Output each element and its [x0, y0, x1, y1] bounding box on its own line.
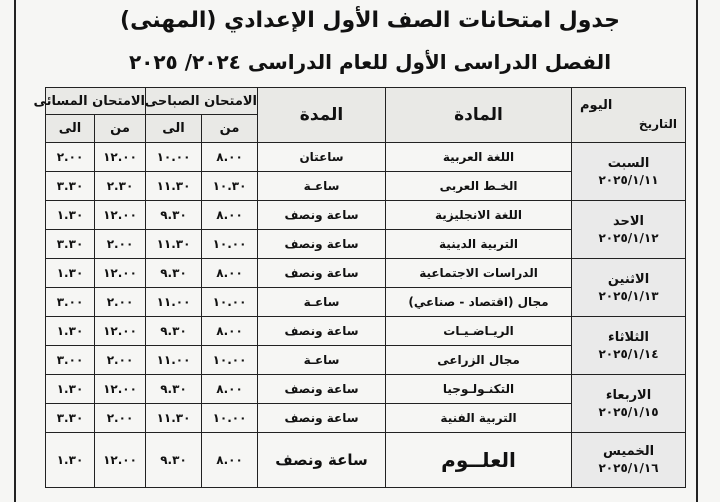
evening-to-cell: ٣.٣٠: [46, 172, 95, 201]
morning-to-cell: ٩.٣٠: [146, 201, 202, 230]
duration-column-header: المدة: [258, 88, 386, 143]
evening-from-cell: ٢.٠٠: [95, 288, 146, 317]
evening-to-cell: ٣.٠٠: [46, 288, 95, 317]
table-row: [46, 375, 686, 404]
day-cell: [572, 259, 686, 317]
subject-cell: الريـاضـيـات: [386, 317, 572, 346]
day-cell: [572, 375, 686, 433]
day-cell: [572, 201, 686, 259]
date-column-header: التاريخ: [638, 117, 678, 131]
subject-cell: اللغة الانجليزية: [386, 201, 572, 230]
day-date: ٢٠٢٥/١/١٤: [598, 346, 659, 361]
evening-to-cell: ١.٣٠: [46, 317, 95, 346]
morning-exam-header: الامتحان الصباحى: [146, 88, 258, 115]
duration-cell: ساعتان: [258, 143, 386, 172]
evening-to-cell: ٣.٣٠: [46, 230, 95, 259]
duration-cell: ساعـة: [258, 288, 386, 317]
morning-to-cell: ١١.٣٠: [146, 404, 202, 433]
morning-to-cell: ١١.٣٠: [146, 230, 202, 259]
evening-from-header: من: [95, 115, 146, 143]
exam-schedule-table: [33, 87, 686, 488]
table-row: [46, 201, 686, 230]
day-name: الاربعاء: [605, 387, 652, 403]
day-date: ٢٠٢٥/١/١١: [598, 172, 659, 187]
evening-to-cell: ٣.٠٠: [46, 346, 95, 375]
evening-from-cell: ١٢.٠٠: [95, 375, 146, 404]
morning-from-cell: ٨.٠٠: [202, 259, 258, 288]
day-name: الثلاثاء: [608, 329, 649, 345]
morning-to-cell: ١٠.٠٠: [146, 143, 202, 172]
evening-from-cell: ١٢.٠٠: [95, 143, 146, 172]
duration-cell: ساعة ونصف: [258, 404, 386, 433]
duration-cell: ساعة ونصف: [258, 317, 386, 346]
duration-cell: ساعة ونصف: [258, 375, 386, 404]
page-subtitle: الفصل الدراسى الأول للعام الدراسى ٢٠٢٤/ ٢٠٢٥: [128, 50, 612, 74]
subject-cell: مجال (اقتصاد - صناعي): [386, 288, 572, 317]
subject-cell: الخـط العربى: [386, 172, 572, 201]
table-row: [46, 143, 686, 172]
day-cell: [572, 433, 686, 488]
day-date: ٢٠٢٥/١/١٦: [598, 461, 659, 475]
evening-from-cell: ١٢.٠٠: [95, 317, 146, 346]
morning-from-cell: ١٠.٠٠: [202, 346, 258, 375]
morning-to-cell: ٩.٣٠: [146, 317, 202, 346]
day-date: ٢٠٢٥/١/١٥: [598, 404, 659, 419]
duration-cell: ساعة ونصف: [258, 230, 386, 259]
morning-from-cell: ١٠.٠٠: [202, 288, 258, 317]
page-border-left: [14, 0, 16, 502]
day-name: السبت: [607, 155, 650, 171]
evening-to-cell: ٣.٣٠: [46, 404, 95, 433]
duration-cell: ساعة ونصف: [258, 433, 386, 488]
subject-cell: التكنـولـوجيا: [386, 375, 572, 404]
morning-from-cell: ٨.٠٠: [202, 375, 258, 404]
day-name: الاحد: [613, 213, 645, 229]
duration-cell: ساعـة: [258, 346, 386, 375]
evening-from-cell: ١٢.٠٠: [95, 433, 146, 488]
evening-to-cell: ١.٣٠: [46, 375, 95, 404]
day-name: الاثنين: [607, 271, 650, 287]
table-row: [46, 259, 686, 288]
subject-cell: التربية الفنية: [386, 404, 572, 433]
morning-from-cell: ٨.٠٠: [202, 143, 258, 172]
day-name: الخميس: [602, 444, 655, 459]
evening-from-cell: ١٢.٠٠: [95, 259, 146, 288]
table-row: [46, 433, 686, 488]
evening-to-header: الى: [46, 115, 95, 143]
morning-to-cell: ٩.٣٠: [146, 259, 202, 288]
subject-column-header: المادة: [386, 88, 572, 143]
evening-from-cell: ١٢.٠٠: [95, 201, 146, 230]
day-cell: [572, 317, 686, 375]
morning-from-cell: ٨.٠٠: [202, 201, 258, 230]
subject-cell: التربية الدينية: [386, 230, 572, 259]
subject-cell: اللغة العربية: [386, 143, 572, 172]
morning-to-cell: ١١.٠٠: [146, 288, 202, 317]
evening-to-cell: ١.٣٠: [46, 201, 95, 230]
morning-to-cell: ١١.٠٠: [146, 346, 202, 375]
evening-to-cell: ١.٣٠: [46, 259, 95, 288]
morning-from-cell: ٨.٠٠: [202, 317, 258, 346]
evening-from-cell: ٢.٣٠: [95, 172, 146, 201]
duration-cell: ساعة ونصف: [258, 201, 386, 230]
day-cell: [572, 143, 686, 201]
morning-to-cell: ١١.٣٠: [146, 172, 202, 201]
evening-from-cell: ٢.٠٠: [95, 230, 146, 259]
morning-to-header: الى: [146, 115, 202, 143]
evening-to-cell: ٢.٠٠: [46, 143, 95, 172]
duration-cell: ساعة ونصف: [258, 259, 386, 288]
duration-cell: ساعـة: [258, 172, 386, 201]
day-column-header: اليوم: [580, 98, 613, 113]
evening-to-cell: ١.٣٠: [46, 433, 95, 488]
morning-from-header: من: [202, 115, 258, 143]
day-date: ٢٠٢٥/١/١٣: [598, 288, 659, 303]
table-row: [46, 317, 686, 346]
page-border-right: [696, 0, 698, 502]
evening-from-cell: ٢.٠٠: [95, 346, 146, 375]
day-date: ٢٠٢٥/١/١٢: [598, 230, 659, 245]
subject-cell: الدراسات الاجتماعية: [386, 259, 572, 288]
morning-from-cell: ١٠.٣٠: [202, 172, 258, 201]
evening-from-cell: ٢.٠٠: [95, 404, 146, 433]
evening-exam-header: الامتحان المسائى: [46, 88, 146, 115]
morning-from-cell: ١٠.٠٠: [202, 230, 258, 259]
morning-from-cell: ٨.٠٠: [202, 433, 258, 488]
subject-cell: العلــوم: [386, 433, 572, 488]
date-day-header: [572, 88, 686, 143]
subject-cell: مجال الزراعى: [386, 346, 572, 375]
morning-from-cell: ١٠.٠٠: [202, 404, 258, 433]
page-title: جدول امتحانات الصف الأول الإعدادي (المهنى): [120, 8, 620, 33]
morning-to-cell: ٩.٣٠: [146, 375, 202, 404]
morning-to-cell: ٩.٣٠: [146, 433, 202, 488]
